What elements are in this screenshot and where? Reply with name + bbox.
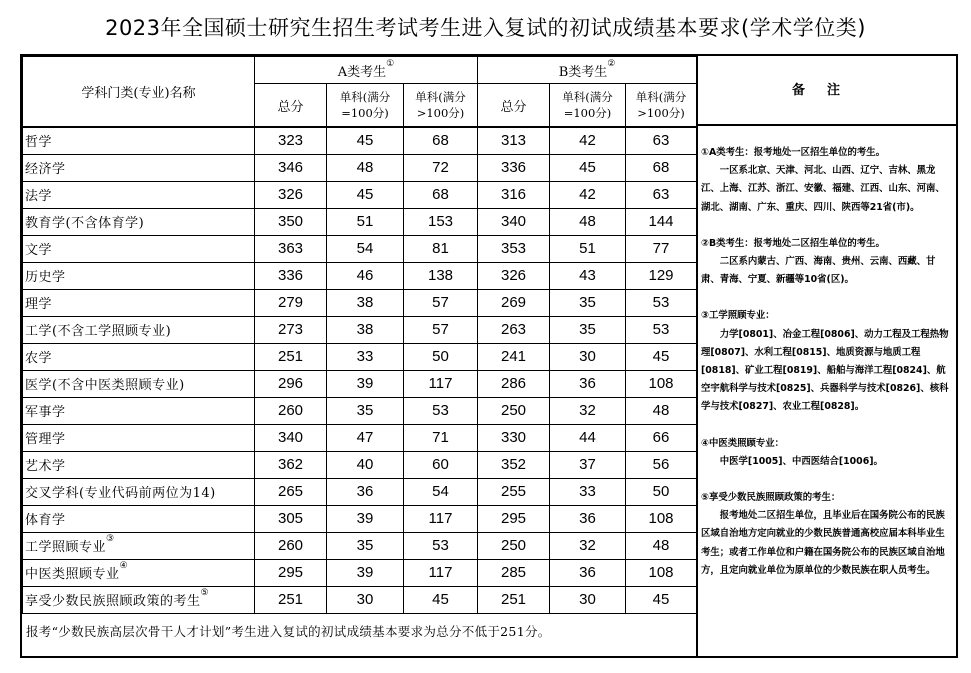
b-score-total: 295 bbox=[478, 505, 550, 532]
a-score-single-gt100: 138 bbox=[404, 262, 478, 289]
b-score-single-gt100: 45 bbox=[626, 343, 697, 370]
a-score-total: 305 bbox=[255, 505, 327, 532]
subject-name-text: 享受少数民族照顾政策的考生 bbox=[25, 594, 201, 609]
subject-name-text: 工学照顾专业 bbox=[25, 540, 107, 555]
a-score-single-gt100: 117 bbox=[404, 505, 478, 532]
a-score-single-gt100: 53 bbox=[404, 532, 478, 559]
group-b-header bbox=[478, 57, 697, 84]
a-score-total: 265 bbox=[255, 478, 327, 505]
table-row bbox=[23, 316, 697, 343]
a-score-single-gt100: 54 bbox=[404, 478, 478, 505]
subject-name bbox=[23, 478, 255, 505]
a-score-single-100: 39 bbox=[327, 505, 404, 532]
table-row bbox=[23, 208, 697, 235]
a-score-single-100: 39 bbox=[327, 370, 404, 397]
group-a-mark: ① bbox=[386, 58, 395, 69]
a-score-single-100: 46 bbox=[327, 262, 404, 289]
b-single-gt100-header bbox=[626, 84, 697, 128]
a-single-gt100-line1: 单科(满分 bbox=[415, 90, 466, 104]
subject-name-text: 管理学 bbox=[25, 432, 66, 447]
b-score-total: 250 bbox=[478, 397, 550, 424]
subject-name-text: 中医类照顾专业 bbox=[25, 567, 120, 582]
subject-name-text: 军事学 bbox=[25, 405, 66, 420]
b-score-total: 316 bbox=[478, 181, 550, 208]
subject-name-text: 农学 bbox=[25, 351, 53, 366]
subject-name-text: 工学(不含工学照顾专业) bbox=[25, 324, 172, 339]
a-score-single-100: 39 bbox=[327, 559, 404, 586]
b-score-total: 340 bbox=[478, 208, 550, 235]
a-score-total: 362 bbox=[255, 451, 327, 478]
subject-column-header: 学科门类(专业)名称 bbox=[23, 57, 255, 128]
b-score-total: 313 bbox=[478, 127, 550, 154]
a-score-total: 279 bbox=[255, 289, 327, 316]
b-score-single-100: 44 bbox=[550, 424, 626, 451]
a-score-single-100: 45 bbox=[327, 127, 404, 154]
a-score-single-100: 36 bbox=[327, 478, 404, 505]
a-single-gt100-header bbox=[404, 84, 478, 128]
a-score-single-gt100: 45 bbox=[404, 586, 478, 613]
score-table bbox=[22, 56, 697, 614]
b-score-total: 255 bbox=[478, 478, 550, 505]
score-table-body bbox=[23, 127, 697, 613]
b-score-single-gt100: 53 bbox=[626, 289, 697, 316]
a-score-single-gt100: 68 bbox=[404, 127, 478, 154]
a-score-single-100: 45 bbox=[327, 181, 404, 208]
remark-1-head: ①A类考生：报考地处一区招生单位的考生。 bbox=[701, 147, 885, 158]
group-b-label: B类考生 bbox=[558, 64, 608, 80]
a-score-total: 336 bbox=[255, 262, 327, 289]
subject-name bbox=[23, 316, 255, 343]
b-score-single-100: 48 bbox=[550, 208, 626, 235]
remark-5 bbox=[701, 489, 953, 580]
a-total-header: 总分 bbox=[255, 84, 327, 128]
b-score-single-100: 37 bbox=[550, 451, 626, 478]
a-score-total: 340 bbox=[255, 424, 327, 451]
b-score-single-100: 43 bbox=[550, 262, 626, 289]
score-table-frame bbox=[20, 54, 958, 658]
a-score-total: 260 bbox=[255, 397, 327, 424]
table-row bbox=[23, 586, 697, 613]
a-score-single-100: 35 bbox=[327, 397, 404, 424]
b-single-gt100-line1: 单科(满分 bbox=[635, 90, 687, 104]
table-row bbox=[23, 532, 697, 559]
subject-note-mark: ③ bbox=[106, 534, 115, 544]
a-score-single-100: 38 bbox=[327, 289, 404, 316]
subject-name bbox=[23, 181, 255, 208]
table-row bbox=[23, 451, 697, 478]
b-score-total: 330 bbox=[478, 424, 550, 451]
b-score-single-100: 42 bbox=[550, 181, 626, 208]
b-single-100-line2: =100分) bbox=[563, 106, 612, 120]
group-a-label: A类考生 bbox=[337, 64, 387, 80]
b-score-total: 250 bbox=[478, 532, 550, 559]
table-row bbox=[23, 289, 697, 316]
b-single-gt100-line2: >100分) bbox=[637, 106, 685, 120]
table-row bbox=[23, 262, 697, 289]
subject-name bbox=[23, 370, 255, 397]
a-score-single-100: 47 bbox=[327, 424, 404, 451]
remark-4 bbox=[701, 435, 953, 471]
subject-name bbox=[23, 532, 255, 559]
a-score-total: 326 bbox=[255, 181, 327, 208]
b-score-single-100: 51 bbox=[550, 235, 626, 262]
a-score-total: 350 bbox=[255, 208, 327, 235]
b-score-single-100: 32 bbox=[550, 532, 626, 559]
b-score-total: 251 bbox=[478, 586, 550, 613]
b-score-single-100: 35 bbox=[550, 316, 626, 343]
subject-name-text: 理学 bbox=[25, 297, 53, 312]
a-single-100-header bbox=[327, 84, 404, 128]
b-score-single-100: 33 bbox=[550, 478, 626, 505]
a-single-gt100-line2: >100分) bbox=[416, 106, 465, 120]
a-score-single-100: 48 bbox=[327, 154, 404, 181]
b-score-total: 241 bbox=[478, 343, 550, 370]
group-a-header bbox=[255, 57, 478, 84]
a-score-single-gt100: 57 bbox=[404, 289, 478, 316]
table-row bbox=[23, 154, 697, 181]
a-single-100-line2: =100分) bbox=[341, 106, 389, 120]
subject-name-text: 体育学 bbox=[25, 513, 66, 528]
b-score-single-100: 32 bbox=[550, 397, 626, 424]
table-row bbox=[23, 181, 697, 208]
b-score-single-100: 42 bbox=[550, 127, 626, 154]
remark-3 bbox=[701, 307, 953, 416]
a-score-single-100: 54 bbox=[327, 235, 404, 262]
b-score-single-gt100: 50 bbox=[626, 478, 697, 505]
b-score-single-gt100: 63 bbox=[626, 181, 697, 208]
subject-name bbox=[23, 289, 255, 316]
subject-name bbox=[23, 424, 255, 451]
remark-1 bbox=[701, 144, 953, 217]
page-title: 2023年全国硕士研究生招生考试考生进入复试的初试成绩基本要求(学术学位类) bbox=[105, 16, 866, 40]
a-score-single-gt100: 53 bbox=[404, 397, 478, 424]
b-score-total: 352 bbox=[478, 451, 550, 478]
a-score-total: 323 bbox=[255, 127, 327, 154]
subject-name-text: 哲学 bbox=[25, 135, 53, 151]
table-row bbox=[23, 127, 697, 154]
b-score-total: 269 bbox=[478, 289, 550, 316]
table-row bbox=[23, 370, 697, 397]
remark-5-head: ⑤享受少数民族照顾政策的考生： bbox=[701, 492, 841, 504]
subject-name-text: 法学 bbox=[25, 189, 53, 204]
table-row bbox=[23, 505, 697, 532]
subject-note-mark: ⑤ bbox=[200, 588, 210, 598]
b-score-total: 353 bbox=[478, 235, 550, 262]
b-single-100-header bbox=[550, 84, 626, 128]
remark-2 bbox=[701, 235, 953, 290]
remark-4-body: 中医学[1005]、中西医结合[1006]。 bbox=[719, 455, 883, 467]
subject-name bbox=[23, 559, 255, 586]
b-score-single-gt100: 48 bbox=[626, 532, 697, 559]
table-row bbox=[23, 478, 697, 505]
b-score-single-100: 36 bbox=[550, 505, 626, 532]
remarks-header: 备注 bbox=[698, 56, 956, 126]
remark-3-body: 力学[0801]、冶金工程[0806]、动力工程及工程热物理[0807]、水利工程[0815]、地质资源与地质工程[0818]、矿业工程[0819]、船舶与海洋工程[0824]、航空宇航科学与技术[0825]、兵器科学与技术[0826]、核科学与技术[0827]、农业工程[0828]。 bbox=[701, 328, 949, 413]
b-score-single-gt100: 53 bbox=[626, 316, 697, 343]
b-score-single-100: 36 bbox=[550, 559, 626, 586]
b-score-single-gt100: 45 bbox=[626, 586, 697, 613]
remark-5-body: 报考地处二区招生单位，且毕业后在国务院公布的民族区域自治地方定向就业的少数民族普通高校应届本科毕业生考生；或者工作单位和户籍在国务院公布的民族区域自治地方，且定向就业单位为原单位的少数民族在职人员考生。 bbox=[701, 510, 945, 576]
group-b-mark: ② bbox=[607, 58, 616, 69]
subject-name-text: 经济学 bbox=[25, 162, 66, 177]
a-score-total: 260 bbox=[255, 532, 327, 559]
a-score-single-gt100: 50 bbox=[404, 343, 478, 370]
b-score-total: 263 bbox=[478, 316, 550, 343]
a-score-total: 346 bbox=[255, 154, 327, 181]
b-single-100-line1: 单科(满分 bbox=[562, 90, 613, 104]
a-score-total: 363 bbox=[255, 235, 327, 262]
table-row bbox=[23, 397, 697, 424]
remark-1-body: 一区系北京、天津、河北、山西、辽宁、吉林、黑龙江、上海、江苏、浙江、安徽、福建、江西、山东、河南、湖北、湖南、广东、重庆、四川、陕西等21省(市)。 bbox=[701, 165, 945, 213]
a-score-total: 273 bbox=[255, 316, 327, 343]
subject-name-text: 交叉学科(专业代码前两位为14) bbox=[25, 486, 216, 501]
a-score-total: 295 bbox=[255, 559, 327, 586]
remark-4-head: ④中医类照顾专业： bbox=[701, 437, 784, 449]
a-score-single-100: 40 bbox=[327, 451, 404, 478]
remark-2-head: ②B类考生：报考地处二区招生单位的考生。 bbox=[701, 237, 885, 249]
b-score-single-gt100: 63 bbox=[626, 127, 697, 154]
b-score-single-gt100: 129 bbox=[626, 262, 697, 289]
a-score-single-100: 51 bbox=[327, 208, 404, 235]
b-score-single-gt100: 56 bbox=[626, 451, 697, 478]
b-score-single-100: 30 bbox=[550, 343, 626, 370]
remarks-column bbox=[696, 56, 956, 656]
a-score-single-100: 30 bbox=[327, 586, 404, 613]
subject-name bbox=[23, 154, 255, 181]
b-score-single-100: 30 bbox=[550, 586, 626, 613]
a-score-single-gt100: 72 bbox=[404, 154, 478, 181]
b-score-total: 326 bbox=[478, 262, 550, 289]
a-score-total: 251 bbox=[255, 343, 327, 370]
remark-3-head: ③工学照顾专业： bbox=[701, 310, 775, 322]
b-score-single-gt100: 68 bbox=[626, 154, 697, 181]
subject-name-text: 文学 bbox=[25, 243, 53, 258]
b-score-single-100: 35 bbox=[550, 289, 626, 316]
a-score-single-gt100: 153 bbox=[404, 208, 478, 235]
a-score-single-100: 35 bbox=[327, 532, 404, 559]
subject-name bbox=[23, 343, 255, 370]
table-row bbox=[23, 343, 697, 370]
b-score-single-gt100: 48 bbox=[626, 397, 697, 424]
a-score-single-100: 33 bbox=[327, 343, 404, 370]
subject-name-text: 艺术学 bbox=[25, 459, 66, 474]
subject-name-text: 医学(不含中医类照顾专业) bbox=[25, 378, 185, 393]
remarks-body bbox=[698, 126, 956, 580]
b-score-total: 285 bbox=[478, 559, 550, 586]
a-score-single-gt100: 71 bbox=[404, 424, 478, 451]
a-score-single-gt100: 57 bbox=[404, 316, 478, 343]
table-row bbox=[23, 424, 697, 451]
a-score-single-gt100: 117 bbox=[404, 559, 478, 586]
subject-name bbox=[23, 586, 255, 613]
subject-name bbox=[23, 262, 255, 289]
b-total-header: 总分 bbox=[478, 84, 550, 128]
subject-name bbox=[23, 451, 255, 478]
b-score-single-gt100: 66 bbox=[626, 424, 697, 451]
b-score-single-100: 36 bbox=[550, 370, 626, 397]
remark-2-body: 二区系内蒙古、广西、海南、贵州、云南、西藏、甘肃、青海、宁夏、新疆等10省(区)。 bbox=[701, 256, 936, 286]
b-score-single-gt100: 77 bbox=[626, 235, 697, 262]
b-score-single-100: 45 bbox=[550, 154, 626, 181]
b-score-total: 336 bbox=[478, 154, 550, 181]
a-score-single-gt100: 68 bbox=[404, 181, 478, 208]
a-score-total: 296 bbox=[255, 370, 327, 397]
subject-name bbox=[23, 235, 255, 262]
subject-name bbox=[23, 505, 255, 532]
table-row bbox=[23, 235, 697, 262]
subject-name-text: 教育学(不含体育学) bbox=[25, 216, 145, 231]
a-score-single-gt100: 60 bbox=[404, 451, 478, 478]
a-score-single-gt100: 81 bbox=[404, 235, 478, 262]
subject-name bbox=[23, 208, 255, 235]
a-score-total: 251 bbox=[255, 586, 327, 613]
b-score-single-gt100: 144 bbox=[626, 208, 697, 235]
subject-name bbox=[23, 397, 255, 424]
a-single-100-line1: 单科(满分 bbox=[339, 90, 391, 104]
b-score-total: 286 bbox=[478, 370, 550, 397]
subject-name-text: 历史学 bbox=[25, 270, 66, 285]
subject-note-mark: ④ bbox=[119, 561, 129, 571]
table-row bbox=[23, 559, 697, 586]
b-score-single-gt100: 108 bbox=[626, 370, 697, 397]
a-score-single-100: 38 bbox=[327, 316, 404, 343]
b-score-single-gt100: 108 bbox=[626, 505, 697, 532]
b-score-single-gt100: 108 bbox=[626, 559, 697, 586]
a-score-single-gt100: 117 bbox=[404, 370, 478, 397]
subject-name bbox=[23, 127, 255, 154]
footnote: 报考“少数民族高层次骨干人才计划”考生进入复试的初试成绩基本要求为总分不低于251分。 bbox=[26, 624, 551, 639]
